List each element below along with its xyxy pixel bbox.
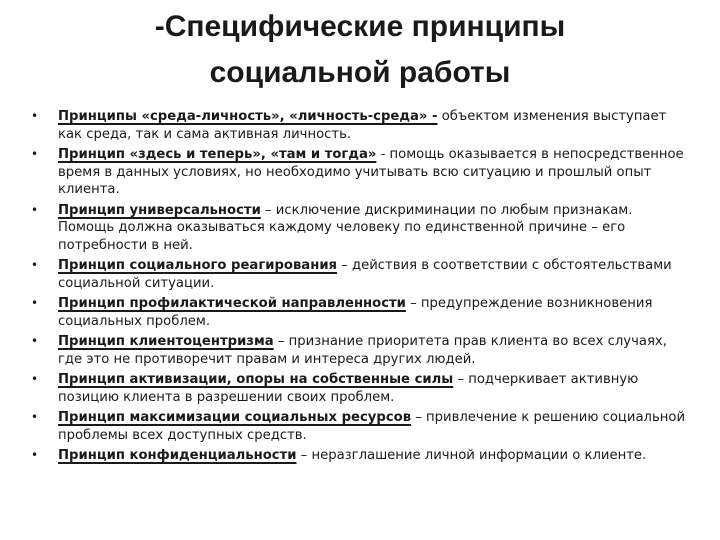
principle-term: Принцип «здесь и теперь», «там и тогда»: [58, 147, 377, 162]
principle-term: Принцип максимизации социальных ресурсов: [58, 410, 412, 425]
bullet-icon: •: [31, 410, 39, 424]
principle-term: Принцип активизации, опоры на собственные силы: [58, 372, 454, 387]
list-item: [0, 295, 720, 330]
list-item: [0, 257, 720, 292]
principle-term: Принципы «среда-личность», «личность-среда» -: [58, 109, 438, 124]
principle-term: Принцип универсальности: [58, 202, 261, 218]
bullet-icon: •: [31, 109, 39, 123]
principle-description: – подчеркивает активную позицию клиента в разрешении своих проблем.: [58, 372, 639, 405]
list-item: [0, 202, 720, 255]
principle-description: объектом изменения выступает как среда, так и сама активная личность.: [58, 109, 667, 142]
bullet-icon: •: [31, 147, 39, 161]
principle-description: – привлечение к решению социальной проблемы всех доступных средств.: [58, 410, 686, 443]
bullet-icon: •: [31, 258, 39, 272]
slide-title-line-1: -Специфические принципы: [154, 10, 566, 43]
list-item: [0, 108, 720, 143]
principle-description: – исключение дискриминации по любым признакам. Помощь должна оказываться каждому человеку по единственной причине – его потребности в ней.: [58, 202, 633, 253]
slide-title: [40, 4, 680, 96]
list-item: [0, 409, 720, 444]
principle-term: Принцип социального реагирования: [58, 258, 338, 273]
bullet-icon: •: [31, 448, 39, 462]
bullet-icon: •: [31, 334, 39, 348]
principle-description: - помощь оказывается в непосредственное время в данных условиях, но необходимо учитывать всю ситуацию и прошлый опыт клиента.: [58, 147, 684, 197]
principle-description: – действия в соответствии с обстоятельствами социальной ситуации.: [58, 258, 672, 291]
principle-term: Принцип клиентоцентризма: [58, 334, 274, 349]
list-item: [0, 371, 720, 406]
list-item: [0, 146, 720, 199]
slide-title-line-2: социальной работы: [209, 56, 511, 89]
principle-description: – признание приоритета прав клиента во всех случаях, где это не противоречит правам и интереса других людей.: [58, 334, 667, 367]
principle-description: – неразглашение личной информации о клиенте.: [296, 448, 647, 463]
bullet-icon: •: [31, 202, 39, 217]
bullet-icon: •: [31, 372, 39, 386]
principle-term: Принцип конфиденциальности: [58, 448, 297, 463]
principle-description: – предупреждение возникновения социальных проблем.: [58, 296, 653, 329]
bullet-icon: •: [31, 296, 39, 310]
list-item: [0, 333, 720, 368]
principles-list: [0, 108, 720, 465]
principle-term: Принцип профилактической направленности: [58, 296, 406, 311]
list-item: [0, 447, 720, 465]
